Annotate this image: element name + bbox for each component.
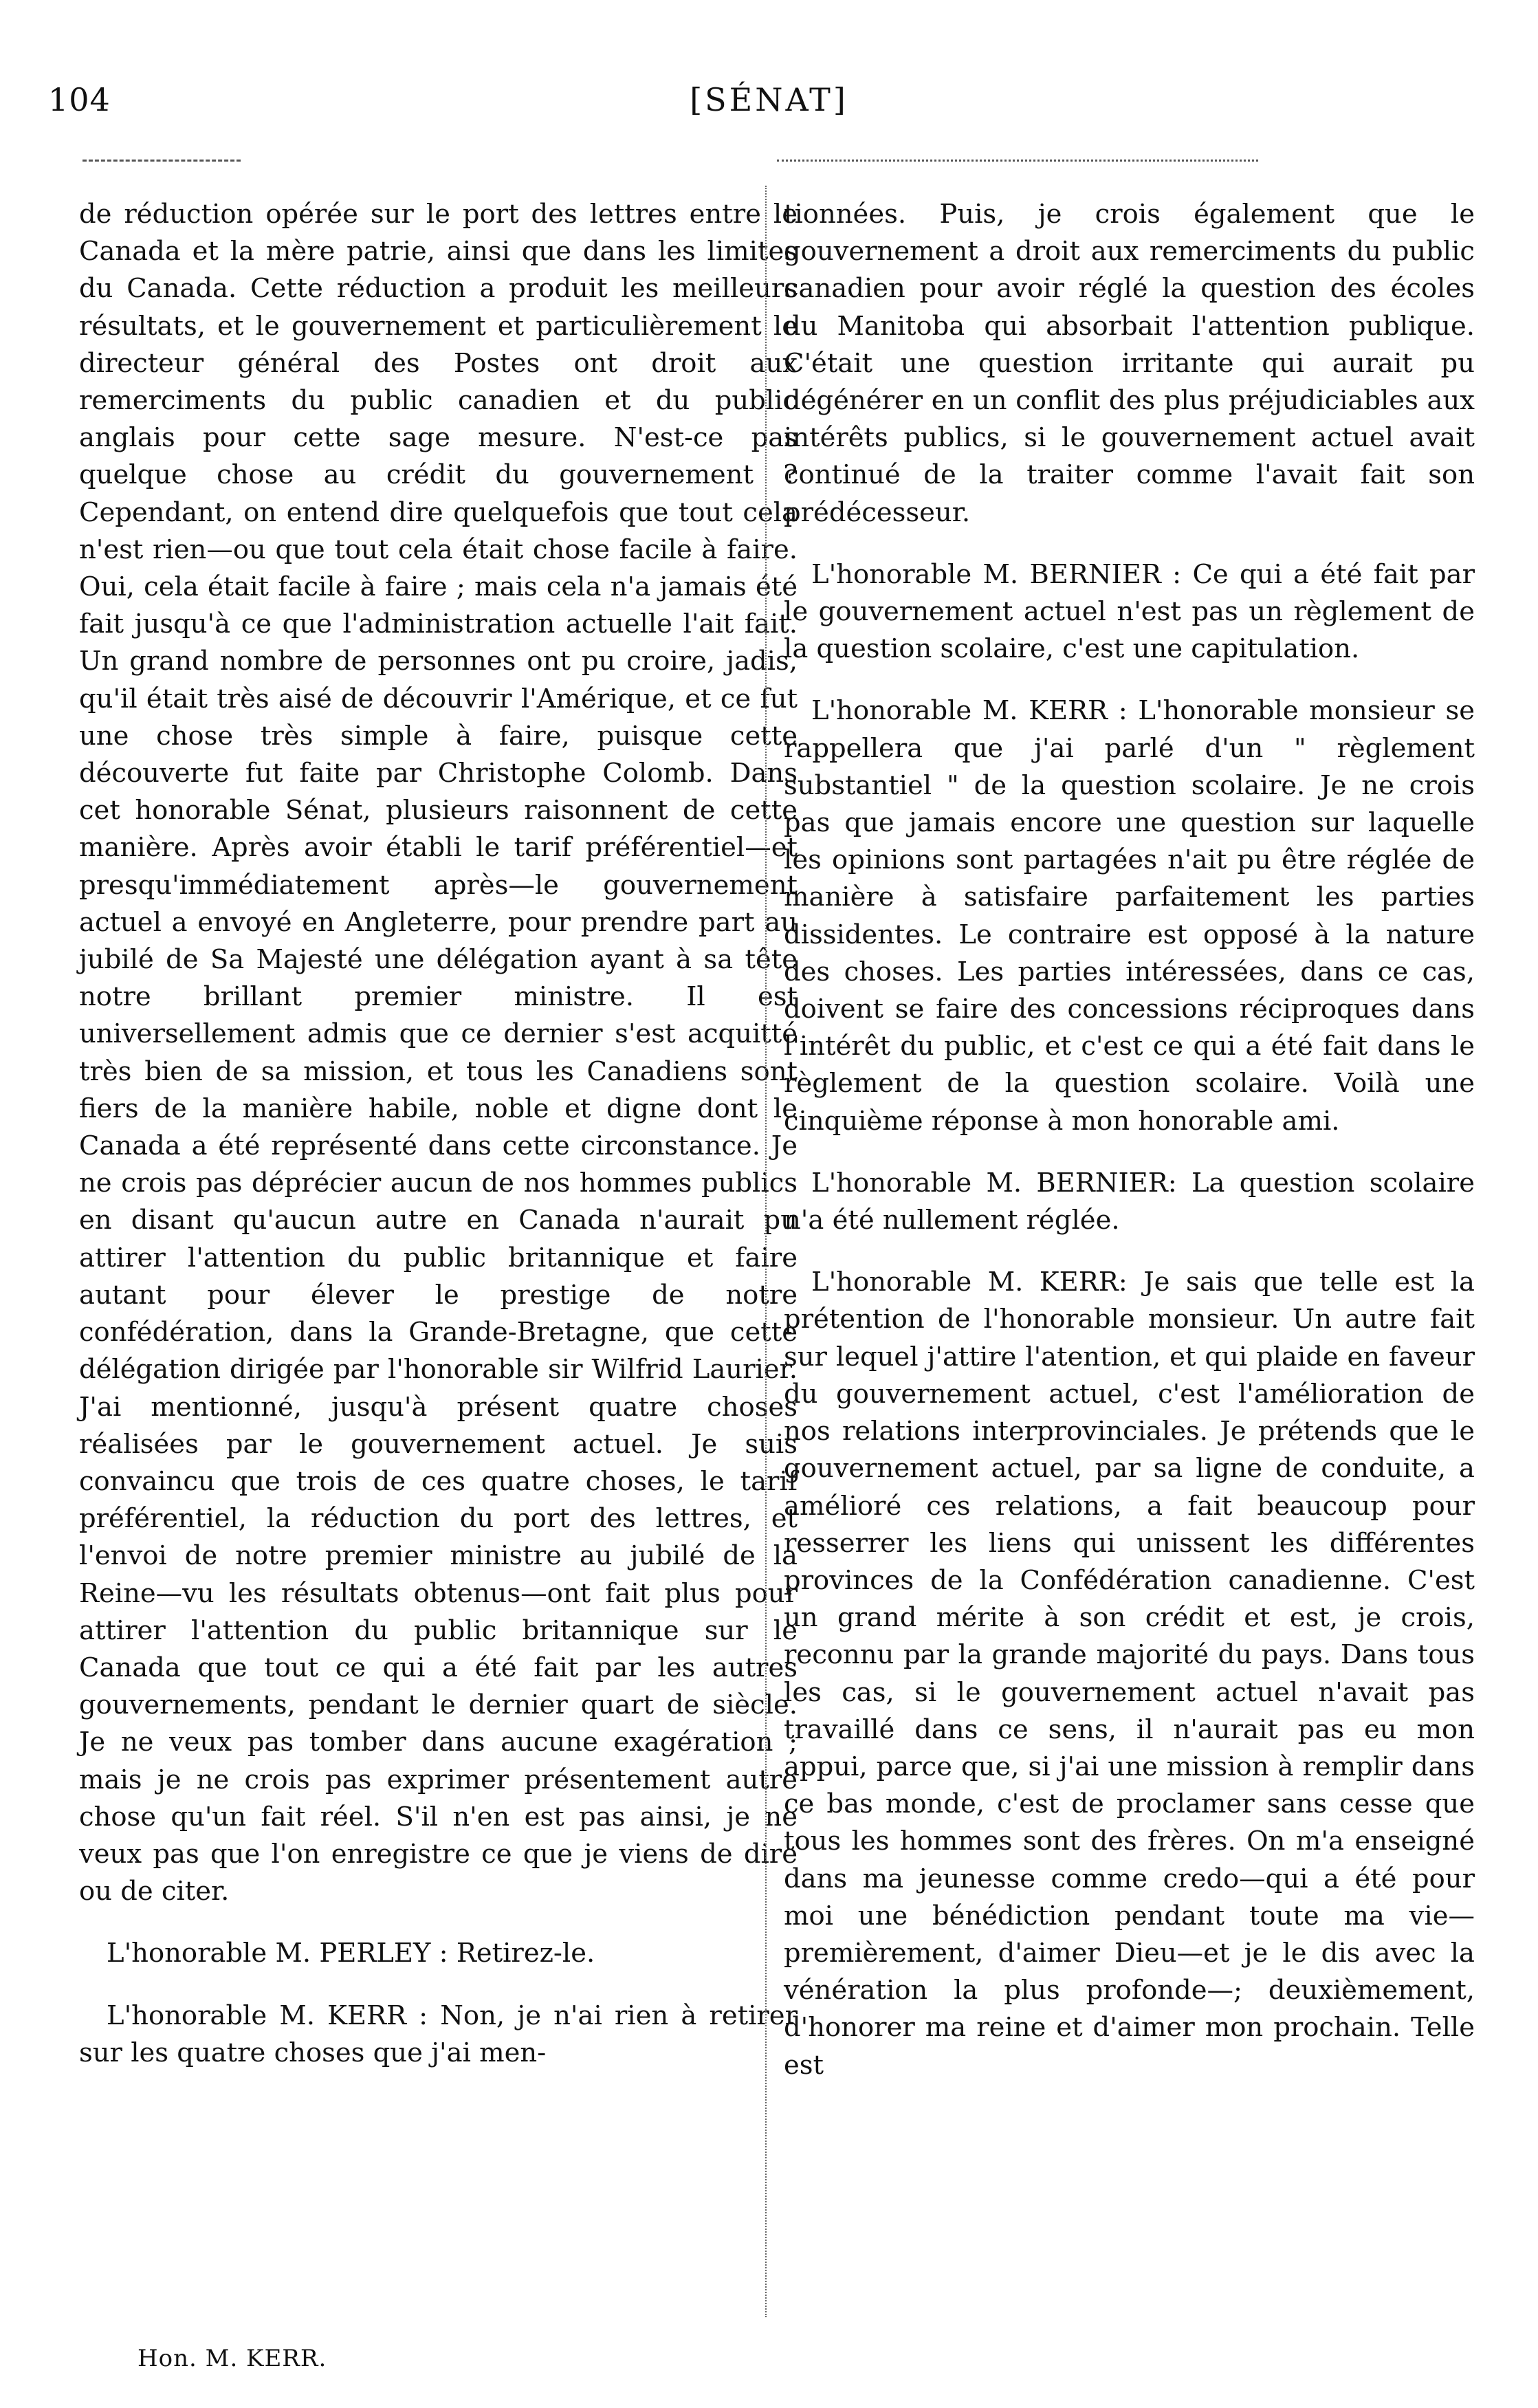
paragraph: L'honorable M. KERR: Je sais que telle est la prétention de l'honorable monsieur. Un autre fait sur lequel j'attire l'atention, et qui plaide en faveur du gouvernement actuel, c'est l'amélioration de nos relations interprovinciales. Je prétends que le gouvernement actuel, par sa ligne de conduite, a amélioré ces relations, a fait beaucoup pour resserrer les liens qui unissent les différentes provinces de la Confédération canadienne. C'est un grand mérite à son crédit et est, je crois, reconnu par la grande majorité du pays. Dans tous les cas, si le gouvernement actuel n'avait pas travaillé dans ce sens, il n'aurait pas eu mon appui, parce que, si j'ai une mission à remplir dans ce bas monde, c'est de proclamer sans cesse que tous les hommes sont des frères. On m'a enseigné dans ma jeunesse comme credo—qui a été pour moi une bénédiction pendant toute ma vie—premièrement, d'aimer Dieu—et je le dis avec la vénération la plus profonde—; deuxièmement, d'honorer ma reine et d'aimer mon prochain. Telle est	[784, 1267, 1475, 2081]
paragraph: L'honorable M. KERR : L'honorable monsieur se rappellera que j'ai parlé d'un " règlement substantiel " de la question scolaire. Je ne crois pas que jamais encore une question sur laquelle les opinions sont partagées n'ait pu être réglée de manière à satisfaire parfaitement les parties dissidentes. Le contraire est opposé à la nature des choses. Les parties intéressées, dans ce cas, doivent se faire des concessions réciproques dans l'intérêt du public, et c'est ce qui a été fait dans le règlement de la question scolaire. Voilà une cinquième réponse à mon honorable ami.	[784, 695, 1475, 1137]
paragraph: L'honorable M. PERLEY : Retirez-le.	[107, 1938, 595, 1969]
left-column	[79, 196, 798, 2072]
paragraph: tionnées. Puis, je crois également que le gouvernement a droit aux remerciments du public canadien pour avoir réglé la question des écoles du Manitoba qui absorbait l'attention publique. C'était une question irritante qui aurait pu dégénérer en un conflit des plus préjudiciables aux intérêts publics, si le gouvernement actuel avait continué de la traiter comme l'avait fait son prédécesseur.	[784, 199, 1475, 528]
header-rule-left	[83, 160, 241, 162]
column-divider	[765, 186, 767, 2317]
page-number: 104	[48, 81, 111, 118]
running-head: [SÉNAT]	[690, 81, 848, 118]
paragraph: L'honorable M. BERNIER : Ce qui a été fait par le gouvernement actuel n'est pas un règlement de la question scolaire, c'est une capitulation.	[784, 558, 1475, 665]
paragraph: L'honorable M. BERNIER: La question scolaire n'a été nullement réglée.	[784, 1167, 1475, 1236]
footer-label: Hon. M. KERR.	[138, 2345, 327, 2372]
paragraph: L'honorable M. KERR : Non, je n'ai rien à retirer sur les quatre choses que j'ai men-	[79, 2000, 798, 2068]
right-column	[784, 196, 1475, 2084]
header-rule-right	[777, 160, 1258, 162]
paragraph: de réduction opérée sur le port des lettres entre le Canada et la mère patrie, ainsi que dans les limites du Canada. Cette réduction a produit les meilleurs résultats, et le gouvernement et particulièrement le directeur général des Postes ont droit aux remerciments du public canadien et du public anglais pour cette sage mesure. N'est-ce pas quelque chose au crédit du gouvernement ? Cependant, on entend dire quelquefois que tout cela n'est rien—ou que tout cela était chose facile à faire. Oui, cela était facile à faire ; mais cela n'a jamais été fait jusqu'à ce que l'administration actuelle l'ait fait. Un grand nombre de personnes ont pu croire, jadis, qu'il était très aisé de découvrir l'Amérique, et ce fut une chose très simple à faire, puisque cette découverte fut faite par Christophe Colomb. Dans cet honorable Sénat, plusieurs raisonnent de cette manière. Après avoir établi le tarif préférentiel—et presqu'immédiatement après—le gouvernement actuel a envoyé en Angleterre, pour prendre part au jubilé de Sa Majesté une délégation ayant à sa tête notre brillant premier ministre. Il est universellement admis que ce dernier s'est acquitté très bien de sa mission, et tous les Canadiens sont fiers de la manière habile, noble et digne dont le Canada a été représenté dans cette circonstance. Je ne crois pas déprécier aucun de nos hommes publics en disant qu'aucun autre en Canada n'aurait pu attirer l'attention du public britannique et faire autant pour élever le prestige de notre confédération, dans la Grande-Bretagne, que cette délégation dirigée par l'honorable sir Wilfrid Laurier. J'ai mentionné, jusqu'à présent quatre choses réalisées par le gouvernement actuel. Je suis convaincu que trois de ces quatre choses, le tarif préférentiel, la réduction du port des lettres, et l'envoi de notre premier ministre au jubilé de la Reine—vu les résultats obtenus—ont fait plus pour attirer l'attention du public britannique sur le Canada que tout ce qui a été fait par les autres gouvernements, pendant le dernier quart de siècle. Je ne veux pas tomber dans aucune exagération ; mais je ne crois pas exprimer présentement autre chose qu'un fait réel. S'il n'en est pas ainsi, je ne veux pas que l'on enregistre ce que je viens de dire ou de citer.	[79, 199, 798, 1907]
